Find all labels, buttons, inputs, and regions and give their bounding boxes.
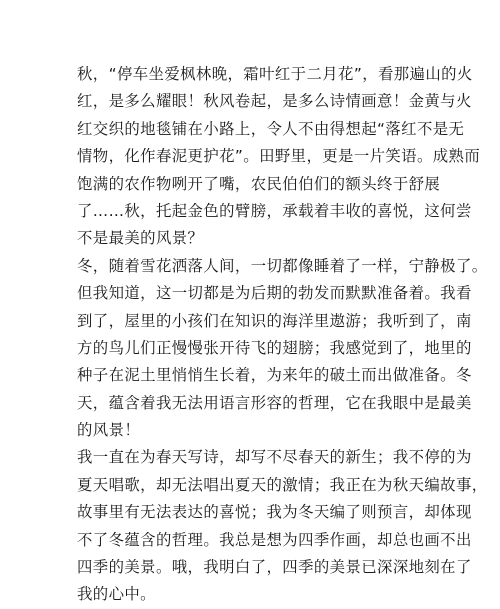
text-line: 到了，屋里的小孩们在知识的海洋里遨游；我听到了，南 bbox=[77, 311, 472, 330]
text-line: 冬，随着雪花洒落人间，一切都像睡着了一样，宁静极了。 bbox=[77, 256, 488, 275]
essay-text bbox=[77, 61, 488, 604]
text-line: 不了冬蕴含的哲理。我总是想为四季作画，却总也画不出 bbox=[77, 530, 472, 549]
text-line: 我一直在为春天写诗，却写不尽春天的新生；我不停的为 bbox=[77, 448, 472, 467]
text-line: 了……秋，托起金色的臂膀，承载着丰收的喜悦，这何尝 bbox=[77, 201, 472, 220]
text-line: 四季的美景。哦，我明白了，四季的美景已深深地刻在了 bbox=[77, 558, 472, 577]
text-line: 天，蕴含着我无法用语言形容的哲理，它在我眼中是最美 bbox=[77, 393, 472, 412]
text-line: 不是最美的风景？ bbox=[77, 229, 204, 248]
text-line: 的风景！ bbox=[77, 421, 141, 440]
text-line: 故事里有无法表达的喜悦；我为冬天编了则预言，却体现 bbox=[77, 503, 472, 522]
text-line: 秋，“停车坐爱枫林晚，霜叶红于二月花”，看那遍山的火 bbox=[77, 65, 473, 83]
text-line: 方的鸟儿们正慢慢张开待飞的翅膀；我感觉到了，地里的 bbox=[77, 338, 472, 357]
text-line: 红，是多么耀眼！秋风卷起，是多么诗情画意！金黄与火 bbox=[77, 92, 472, 111]
text-line: 夏天唱歌，却无法唱出夏天的激情；我正在为秋天编故事， bbox=[77, 475, 488, 494]
text-line: 饱满的农作物咧开了嘴，农民伯伯们的额头终于舒展 bbox=[77, 174, 441, 193]
text-line: 情物，化作春泥更护花”。田野里，更是一片笑语。成熟而 bbox=[77, 147, 481, 166]
text-line: 但我知道，这一切都是为后期的勃发而默默准备着。我看 bbox=[77, 284, 472, 303]
text-line: 我的心中。 bbox=[77, 585, 156, 604]
text-line: 种子在泥土里悄悄生长着，为来年的破土而出做准备。冬 bbox=[77, 366, 472, 385]
text-line: 红交织的地毯铺在小路上，令人不由得想起“落红不是无 bbox=[77, 119, 465, 138]
